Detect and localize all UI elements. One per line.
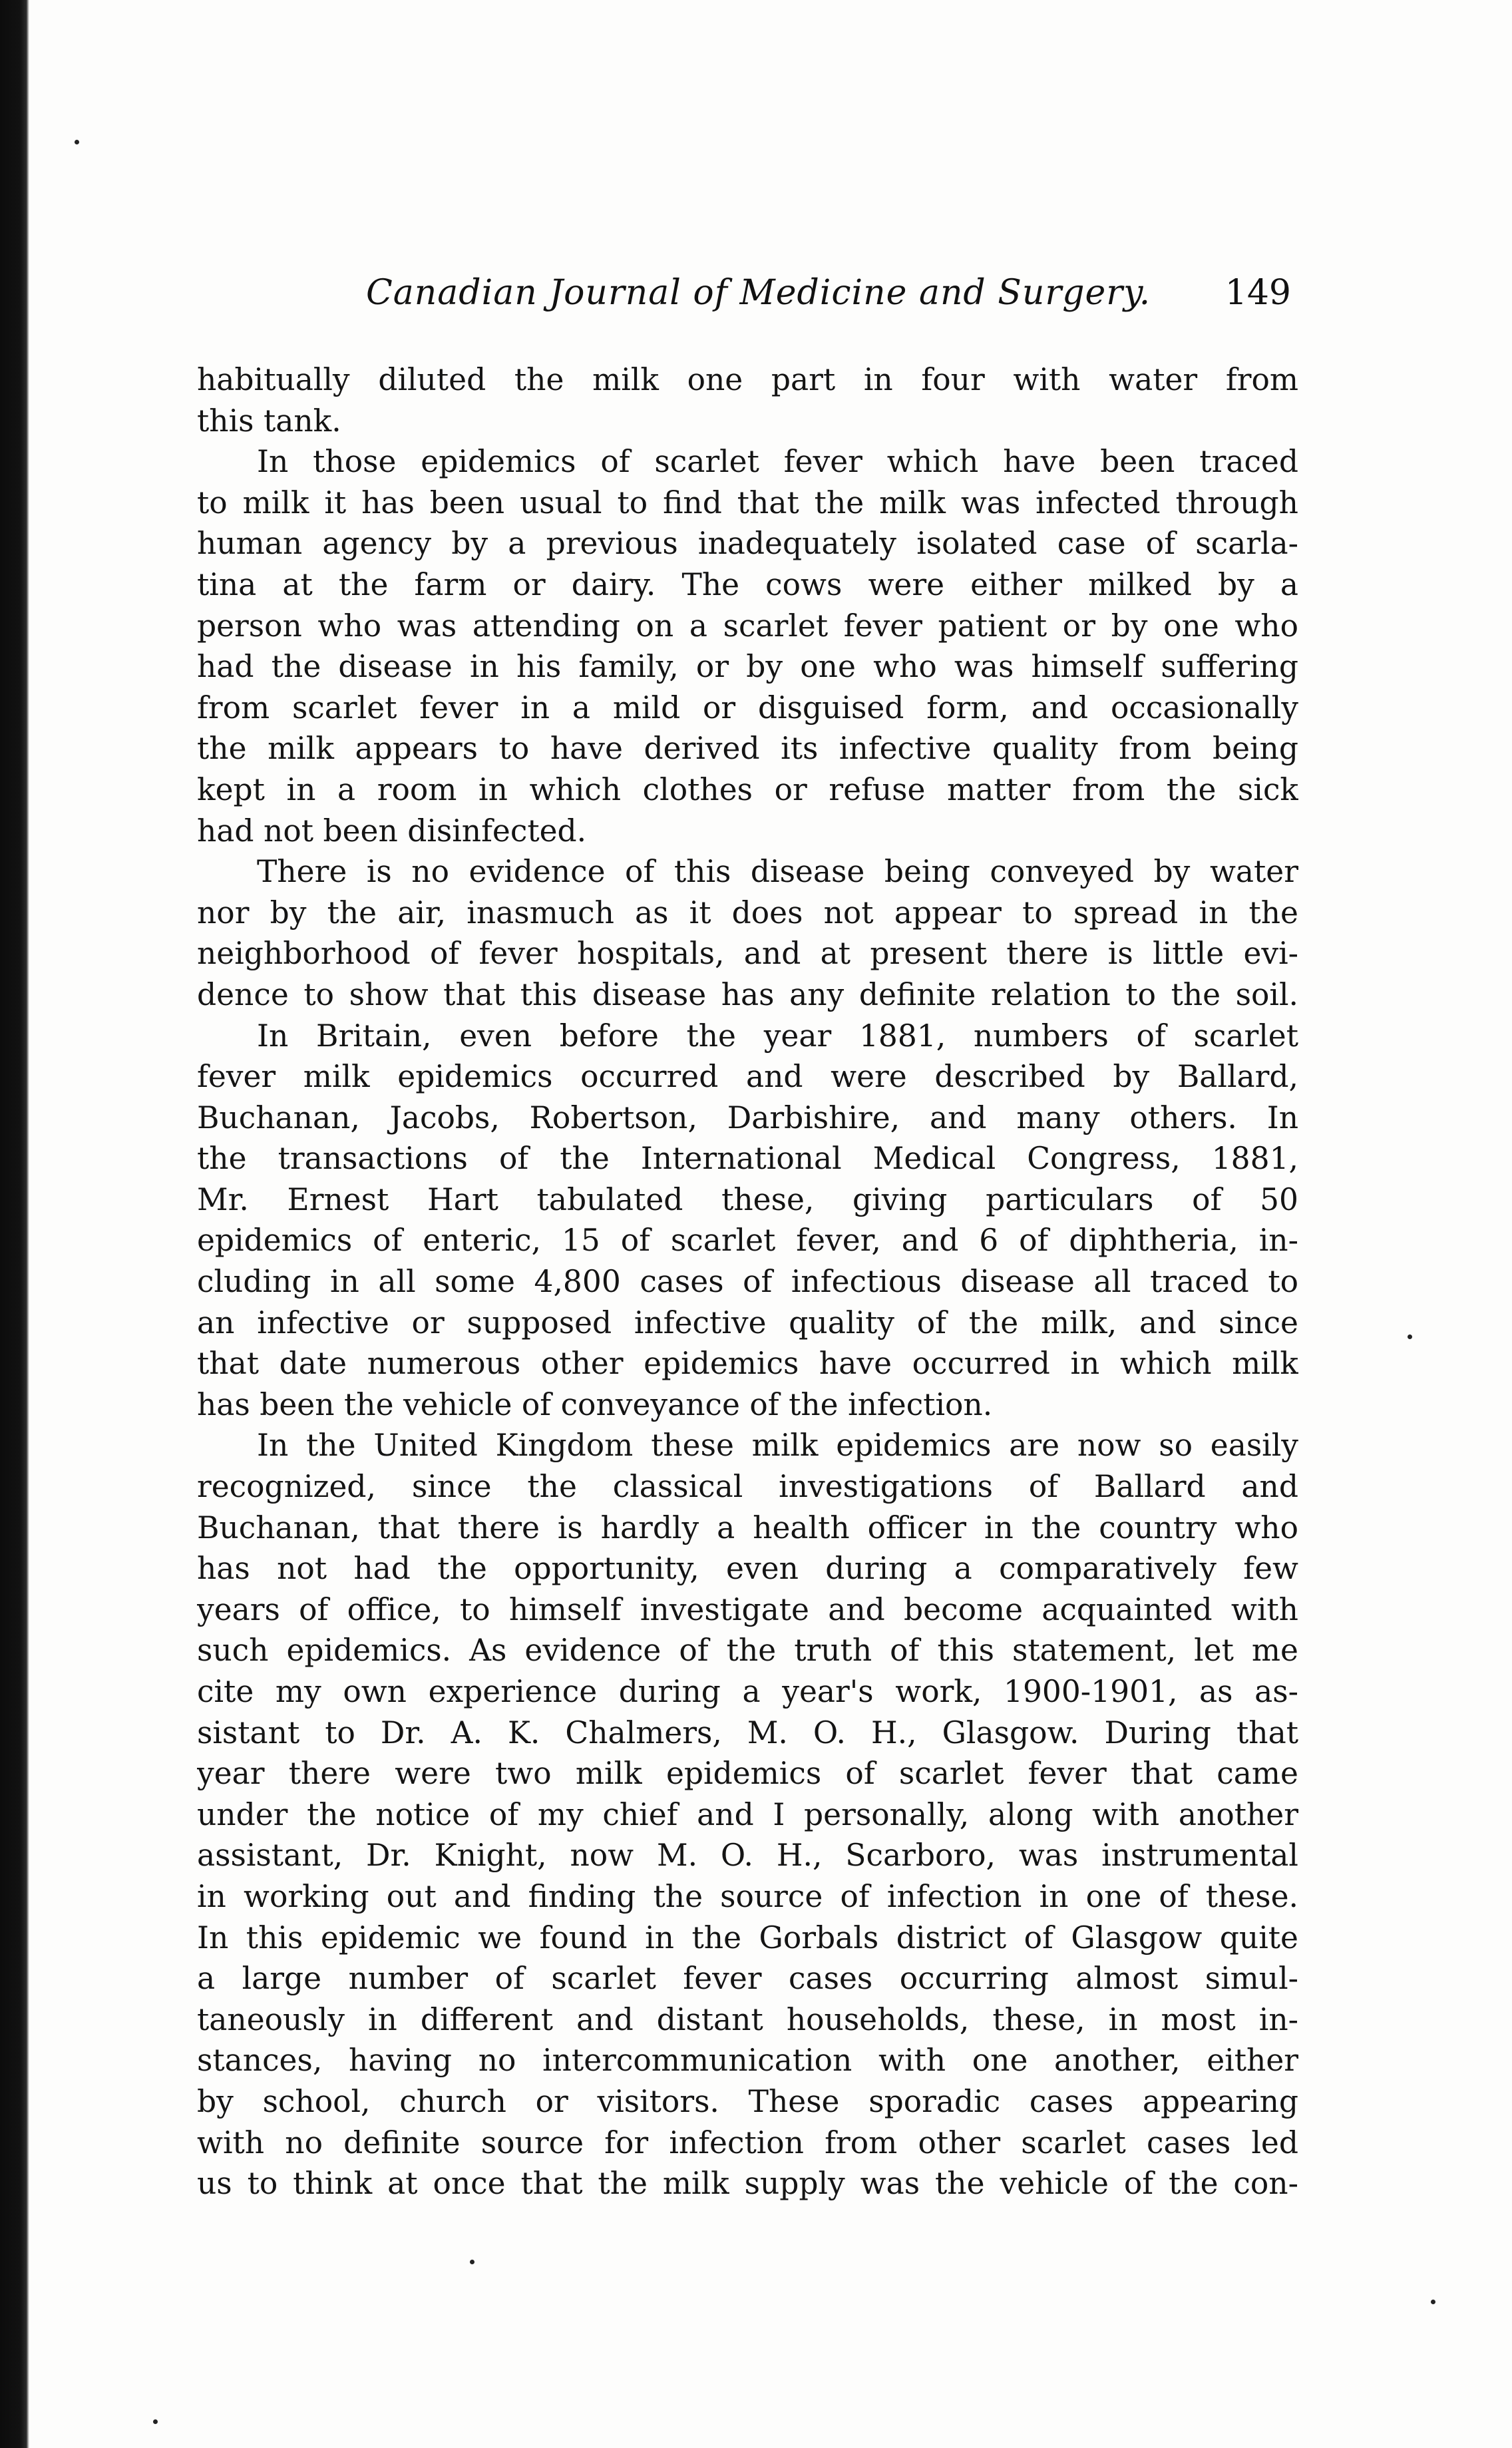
- text-line: in working out and finding the source of infection in one of these.: [197, 1878, 1298, 1914]
- ink-speck: [470, 2260, 474, 2264]
- text-line: had not been disinfected.: [197, 813, 587, 849]
- text-line: this tank.: [197, 403, 341, 439]
- text-line: a large number of scarlet fever cases occurring almost simul-: [197, 1961, 1298, 1997]
- journal-title: Canadian Journal of Medicine and Surgery.: [366, 273, 1151, 313]
- ink-speck: [153, 2419, 158, 2424]
- text-line: to milk it has been usual to find that the milk was infected through: [197, 485, 1298, 520]
- running-head: [200, 273, 1298, 333]
- text-line: us to think at once that the milk supply was the vehicle of the con-: [197, 2166, 1298, 2202]
- text-line: assistant, Dr. Knight, now M. O. H., Scarboro, was instrumental: [197, 1838, 1298, 1874]
- text-line: neighborhood of fever hospitals, and at present there is little evi-: [197, 936, 1298, 972]
- text-line: has not had the opportunity, even during a comparatively few: [197, 1551, 1298, 1587]
- text-line: Buchanan, Jacobs, Robertson, Darbishire, and many others. In: [197, 1100, 1298, 1135]
- text-line: In the United Kingdom these milk epidemics are now so easily: [257, 1428, 1298, 1464]
- ink-speck: [75, 140, 79, 144]
- text-line: human agency by a previous inadequately isolated case of scarla-: [197, 526, 1298, 562]
- text-line: cluding in all some 4,800 cases of infectious disease all traced to: [197, 1264, 1298, 1300]
- text-line: kept in a room in which clothes or refuse matter from the sick: [197, 771, 1298, 807]
- text-line: such epidemics. As evidence of the truth of this statement, let me: [197, 1633, 1298, 1669]
- text-line: In this epidemic we found in the Gorbals district of Glasgow quite: [197, 1920, 1298, 1955]
- text-line: an infective or supposed infective quality of the milk, and since: [197, 1305, 1298, 1340]
- binding-edge: [0, 0, 29, 2448]
- text-line: from scarlet fever in a mild or disguised form, and occasionally: [197, 690, 1298, 725]
- text-line: under the notice of my chief and I personally, along with another: [197, 1796, 1298, 1832]
- text-line: year there were two milk epidemics of scarlet fever that came: [197, 1756, 1298, 1792]
- text-line: years of office, to himself investigate and become acquainted with: [197, 1591, 1298, 1627]
- ink-speck: [1408, 1334, 1412, 1339]
- text-line: stances, having no intercommunication with one another, either: [197, 2043, 1298, 2079]
- text-line: has been the vehicle of conveyance of the infection.: [197, 1386, 993, 1422]
- text-line: the transactions of the International Medical Congress, 1881,: [197, 1141, 1298, 1177]
- text-line: There is no evidence of this disease being conveyed by water: [257, 854, 1298, 890]
- text-line: habitually diluted the milk one part in four with water from: [197, 362, 1298, 397]
- text-line: with no definite source for infection from other scarlet cases led: [197, 2125, 1298, 2160]
- text-line: that date numerous other epidemics have occurred in which milk: [197, 1346, 1298, 1382]
- text-line: by school, church or visitors. These sporadic cases appearing: [197, 2083, 1298, 2119]
- text-line: In those epidemics of scarlet fever which have been traced: [257, 444, 1298, 480]
- text-line: nor by the air, inasmuch as it does not appear to spread in the: [197, 895, 1298, 930]
- text-line: cite my own experience during a year's work, 1900-1901, as as-: [197, 1674, 1298, 1709]
- text-line: taneously in different and distant households, these, in most in-: [197, 2001, 1298, 2037]
- text-line: epidemics of enteric, 15 of scarlet fever, and 6 of diphtheria, in-: [197, 1223, 1298, 1259]
- text-line: dence to show that this disease has any definite relation to the soil.: [197, 976, 1298, 1012]
- text-line: fever milk epidemics occurred and were described by Ballard,: [197, 1059, 1298, 1095]
- text-line: recognized, since the classical investigations of Ballard and: [197, 1469, 1298, 1505]
- text-line: the milk appears to have derived its infective quality from being: [197, 731, 1298, 767]
- article-body: [197, 359, 1298, 2204]
- text-line: In Britain, even before the year 1881, numbers of scarlet: [257, 1018, 1298, 1054]
- text-line: person who was attending on a scarlet fever patient or by one who: [197, 608, 1298, 644]
- text-line: Buchanan, that there is hardly a health officer in the country who: [197, 1510, 1298, 1545]
- text-line: Mr. Ernest Hart tabulated these, giving particulars of 50: [197, 1181, 1298, 1217]
- ink-speck: [1431, 2300, 1435, 2304]
- text-line: had the disease in his family, or by one who was himself suffering: [197, 649, 1298, 685]
- page-number: 149: [1225, 273, 1291, 313]
- text-line: tina at the farm or dairy. The cows were either milked by a: [197, 566, 1298, 602]
- text-line: sistant to Dr. A. K. Chalmers, M. O. H., Glasgow. During that: [197, 1715, 1298, 1750]
